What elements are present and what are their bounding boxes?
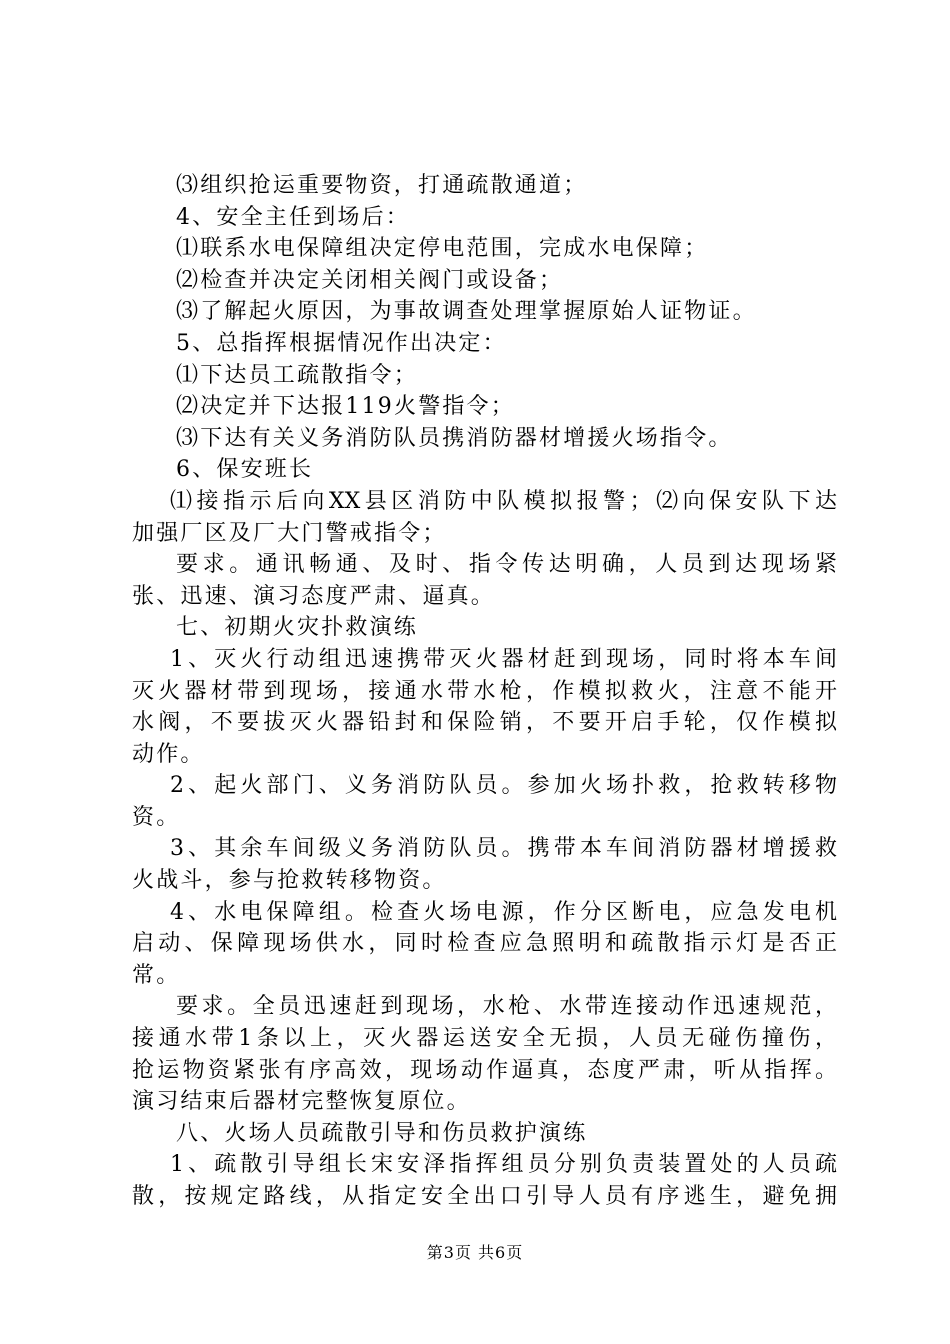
- text-line: 接通水带1条以上，灭火器运送安全无损，人员无碰伤撞伤，: [132, 1026, 837, 1052]
- text-line: 演习结束后器材完整恢复原位。: [132, 1089, 471, 1115]
- text-line: 资。: [132, 804, 181, 830]
- section-heading: 八、火场人员疏散引导和伤员救护演练: [176, 1120, 588, 1146]
- text-line: 4、水电保障组。检查火场电源，作分区断电，应急发电机: [170, 899, 837, 925]
- section-heading: 七、初期火灾扑救演练: [176, 615, 419, 641]
- text-line: 4、安全主任到场后：: [176, 204, 410, 230]
- text-line: 加强厂区及厂大门警戒指令；: [132, 520, 447, 546]
- text-line: 1、灭火行动组迅速携带灭火器材赶到现场，同时将本车间: [170, 646, 837, 672]
- text-line: ⑵检查并决定关闭相关阀门或设备；: [176, 267, 564, 293]
- text-line: 动作。: [132, 741, 205, 767]
- text-line: 水阀，不要拔灭火器铅封和保险销，不要开启手轮，仅作模拟: [132, 710, 837, 736]
- text-line: 灭火器材带到现场，接通水带水枪，作模拟救火，注意不能开: [132, 678, 837, 704]
- text-line: 要求。全员迅速赶到现场，水枪、水带连接动作迅速规范，: [176, 994, 837, 1020]
- text-line: 1、疏散引导组长宋安泽指挥组员分别负责装置处的人员疏: [170, 1152, 837, 1178]
- text-line: ⑶了解起火原因，为事故调查处理掌握原始人证物证。: [176, 299, 757, 325]
- text-line: 张、迅速、演习态度严肃、逼真。: [132, 583, 496, 609]
- text-line: 火战斗，参与抢救转移物资。: [132, 868, 447, 894]
- text-line: 散，按规定路线，从指定安全出口引导人员有序逃生，避免拥: [132, 1184, 837, 1209]
- text-line: 常。: [132, 962, 181, 988]
- text-line: 3、其余车间级义务消防队员。携带本车间消防器材增援救: [170, 836, 837, 862]
- text-line: ⑶下达有关义务消防队员携消防器材增援火场指令。: [176, 425, 733, 451]
- text-line: ⑴接指示后向XX县区消防中队模拟报警；⑵向保安队下达: [170, 488, 837, 514]
- text-line: ⑵决定并下达报119火警指令；: [176, 394, 515, 420]
- page-number: 第3页 共6页: [426, 1243, 524, 1262]
- text-line: 要求。通讯畅通、及时、指令传达明确，人员到达现场紧: [176, 552, 837, 578]
- document-body: [132, 170, 837, 1213]
- text-line: ⑶组织抢运重要物资，打通疏散通道；: [176, 173, 588, 198]
- text-line: 抢运物资紧张有序高效，现场动作逼真，态度严肃，听从指挥。: [132, 1057, 837, 1083]
- text-line: 启动、保障现场供水，同时检查应急照明和疏散指示灯是否正: [132, 931, 837, 957]
- text-line: ⑴下达员工疏散指令；: [176, 362, 419, 388]
- text-line: 6、保安班长: [176, 457, 314, 483]
- text-line: 2、起火部门、义务消防队员。参加火场扑救，抢救转移物: [170, 773, 837, 799]
- text-line: 5、总指挥根据情况作出决定：: [176, 330, 507, 356]
- text-line: ⑴联系水电保障组决定停电范围，完成水电保障；: [176, 236, 709, 262]
